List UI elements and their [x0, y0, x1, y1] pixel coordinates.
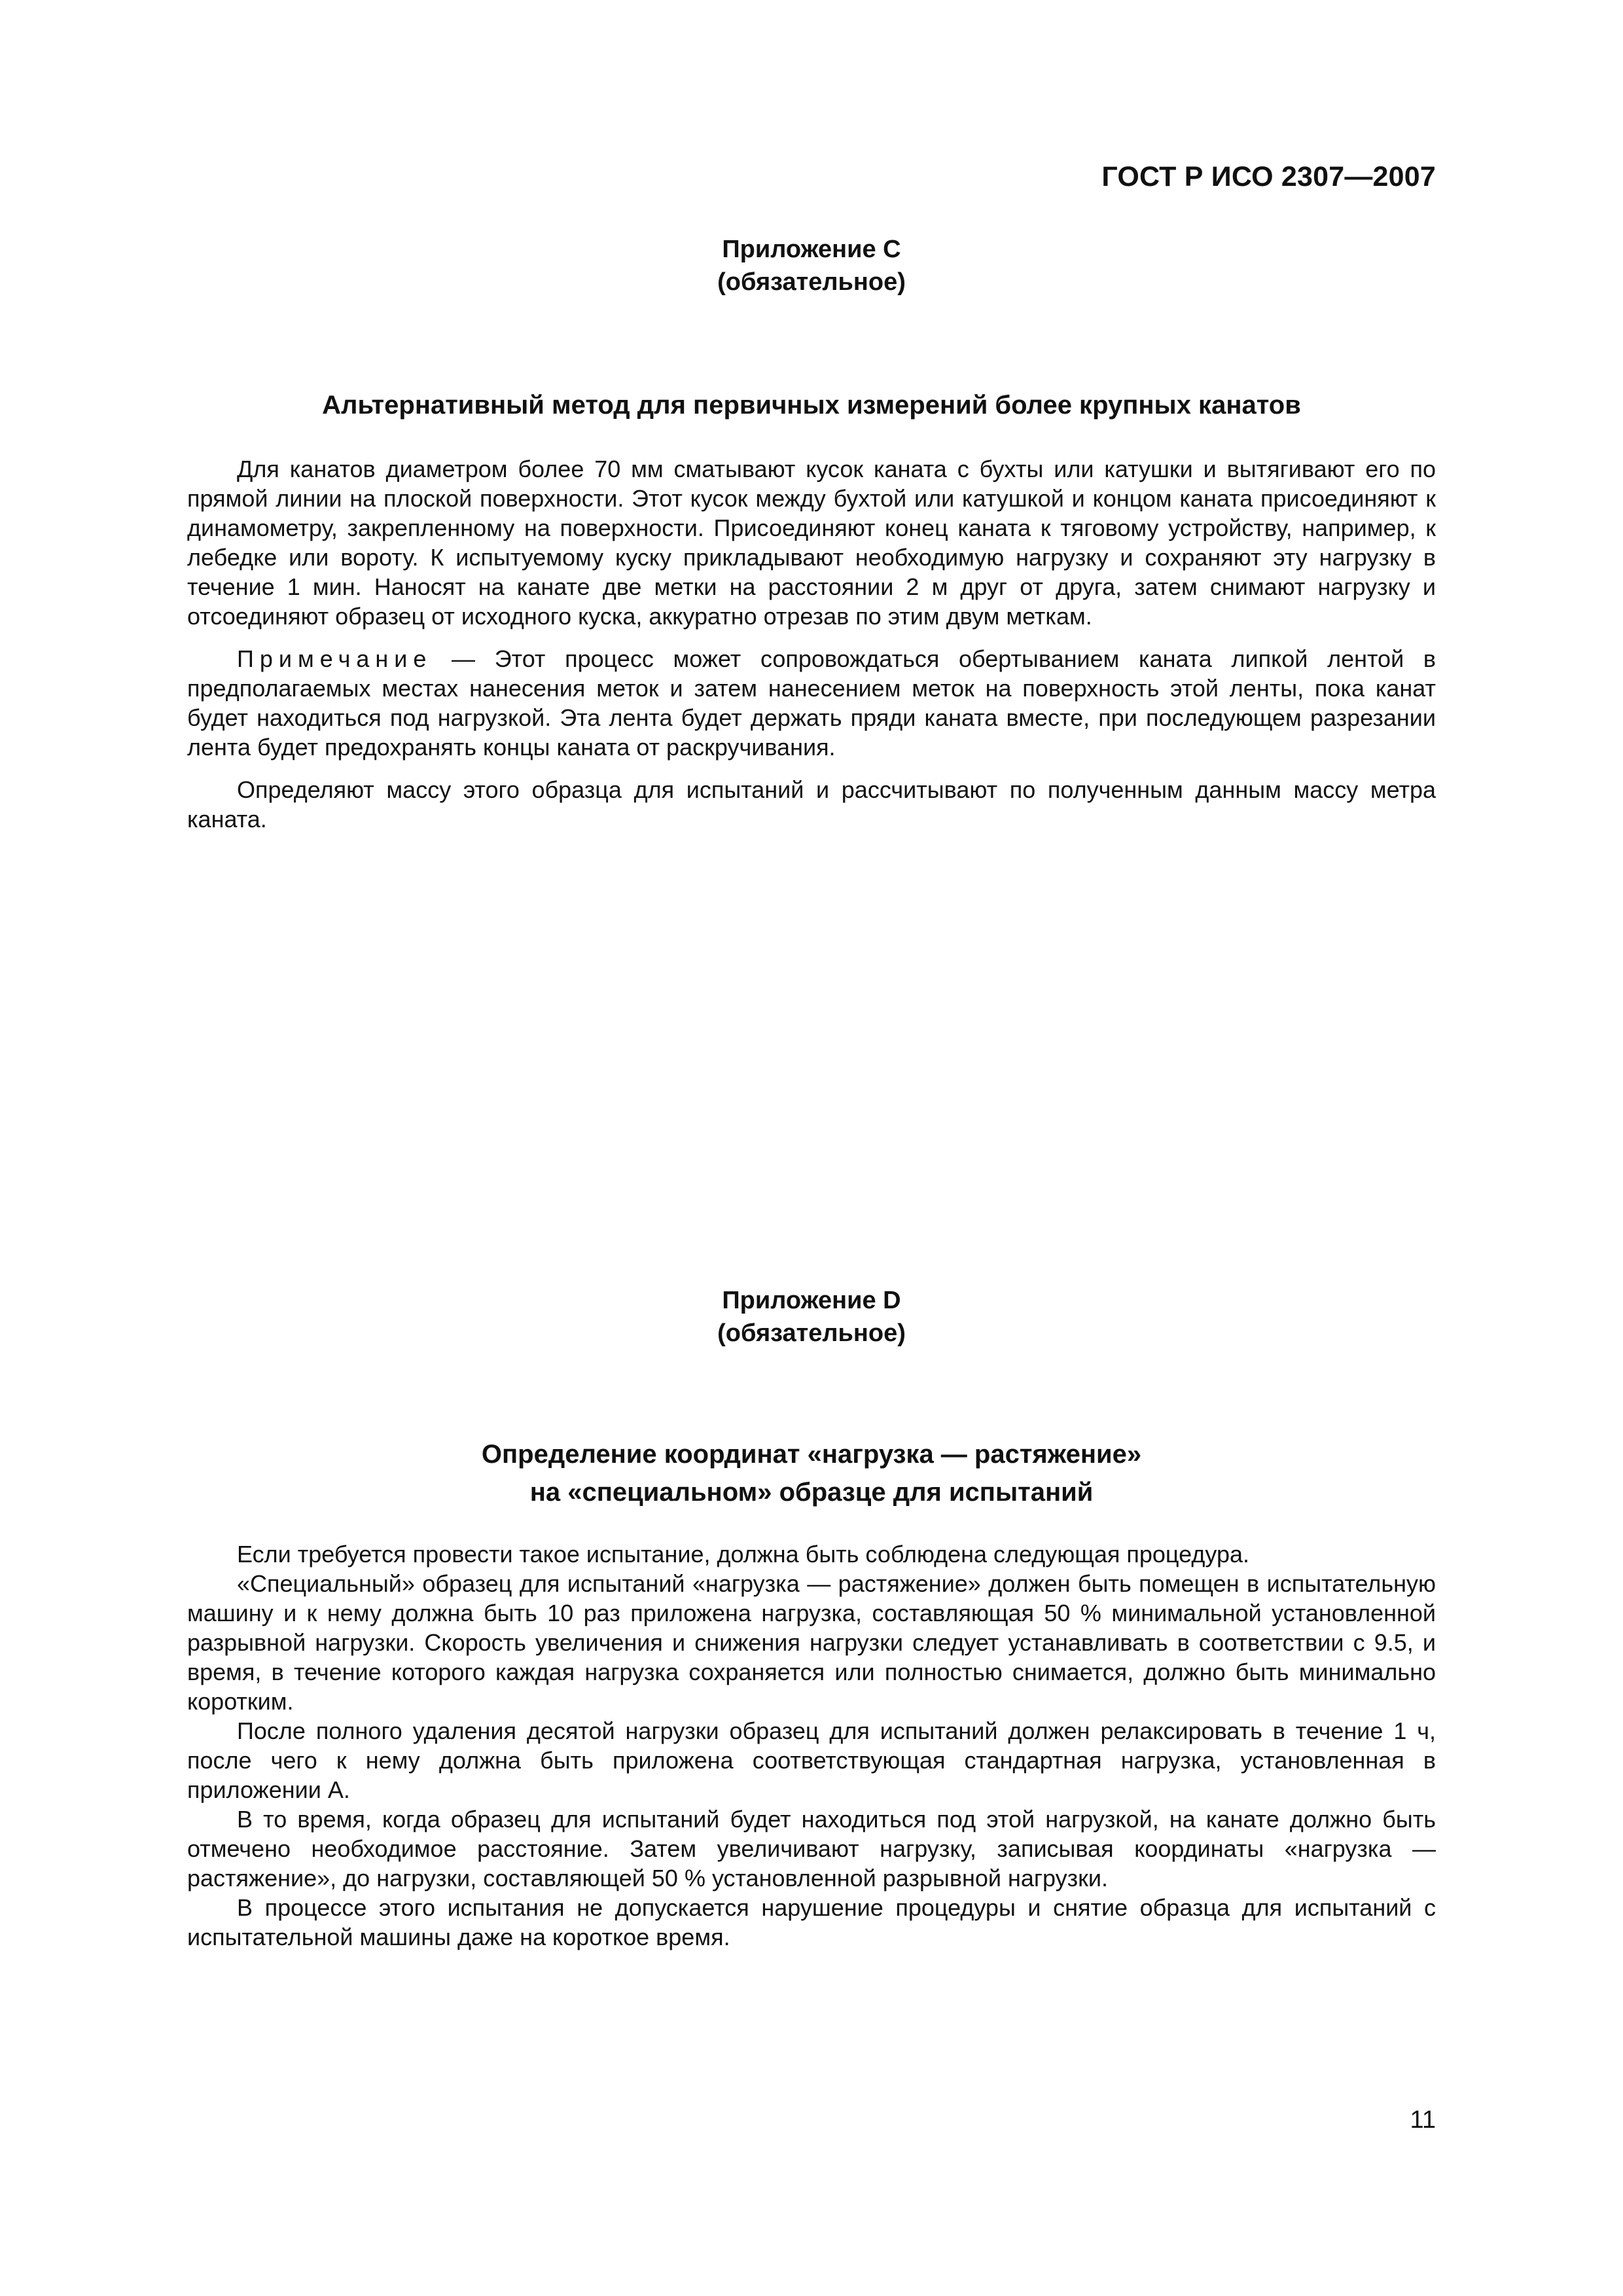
note-text: — Этот процесс может сопровождаться обертыванием каната липкой лентой в предполагаемых местах нанесения меток и затем нанесением меток на поверхность этой ленты, пока канат будет находиться под нагрузкой. Эта лента будет держать пряди каната вместе, при последующем разрезании лента будет предохранять концы каната от раскручивания. — [187, 645, 1436, 761]
document-code: ГОСТ Р ИСО 2307—2007 — [1101, 161, 1436, 192]
annex-d-paragraph: «Специальный» образец для испытаний «нагрузка — растяжение» должен быть помещен в испытательную машину и к нему должна быть 10 раз приложена нагрузка, составляющая 50 % минимальной установленной разрывной нагрузки. Скорость увеличения и снижения нагрузки следует устанавливать в соответствии с 9.5, и время, в течение которого каждая нагрузка сохраняется или полностью снимается, должно быть минимально коротким. — [187, 1570, 1436, 1715]
annex-d-paragraph: В то время, когда образец для испытаний будет находиться под этой нагрузкой, на канате должно быть отмечено необходимое расстояние. Затем увеличивают нагрузку, записывая координаты «нагрузка — растяжение», до нагрузки, составляющей 50 % установленной разрывной нагрузки. — [187, 1806, 1436, 1892]
annex-c-heading — [0, 233, 1623, 298]
annex-c-paragraph-1: Для канатов диаметром более 70 мм сматывают кусок каната с бухты или катушки и вытягивают его по прямой линии на плоской поверхности. Этот кусок между бухтой или катушкой и концом каната присоединяют к динамометру, закрепленному на поверхности. Присоединяют конец каната к тяговому устройству, например, к лебедке или вороту. К испытуемому куску прикладывают необходимую нагрузку и сохраняют эту нагрузку в течение 1 мин. Наносят на канате две метки на расстоянии 2 м друг от друга, затем снимают нагрузку и отсоединяют образец от исходного куска, аккуратно отрезав по этим двум меткам. — [187, 456, 1436, 630]
annex-d-status: (обязательное) — [717, 1319, 906, 1347]
annex-d-heading — [0, 1284, 1623, 1350]
annex-d-paragraph: Если требуется провести такое испытание, должна быть соблюдена следующая процедура. — [237, 1541, 1250, 1568]
annex-c-title — [187, 386, 1436, 424]
page-number: 11 — [1410, 2106, 1436, 2134]
annex-c-body — [187, 454, 1436, 834]
annex-d-body — [187, 1539, 1436, 1952]
annex-c-title-text: Альтернативный метод для первичных измерений более крупных канатов — [322, 391, 1301, 420]
annex-d-label: Приложение D — [722, 1287, 901, 1314]
annex-d-title-line-2: на «специальном» образце для испытаний — [529, 1478, 1094, 1507]
annex-c-status: (обязательное) — [717, 268, 906, 296]
annex-d-title-line-1: Определение координат «нагрузка — растяжение» — [481, 1440, 1142, 1469]
annex-d-title — [187, 1435, 1436, 1511]
annex-d-paragraph: После полного удаления десятой нагрузки образец для испытаний должен релаксировать в течение 1 ч, после чего к нему должна быть приложена соответствующая стандартная нагрузка, установленная в приложении А. — [187, 1717, 1436, 1803]
note-label: Примечание — [237, 645, 433, 672]
annex-c-paragraph-2: Определяют массу этого образца для испытаний и рассчитывают по полученным данным массу метра каната. — [187, 776, 1436, 833]
annex-d-paragraph: В процессе этого испытания не допускается нарушение процедуры и снятие образца для испытаний с испытательной машины даже на короткое время. — [187, 1894, 1436, 1950]
annex-c-label: Приложение С — [722, 236, 901, 263]
annex-c-note — [187, 644, 1436, 762]
